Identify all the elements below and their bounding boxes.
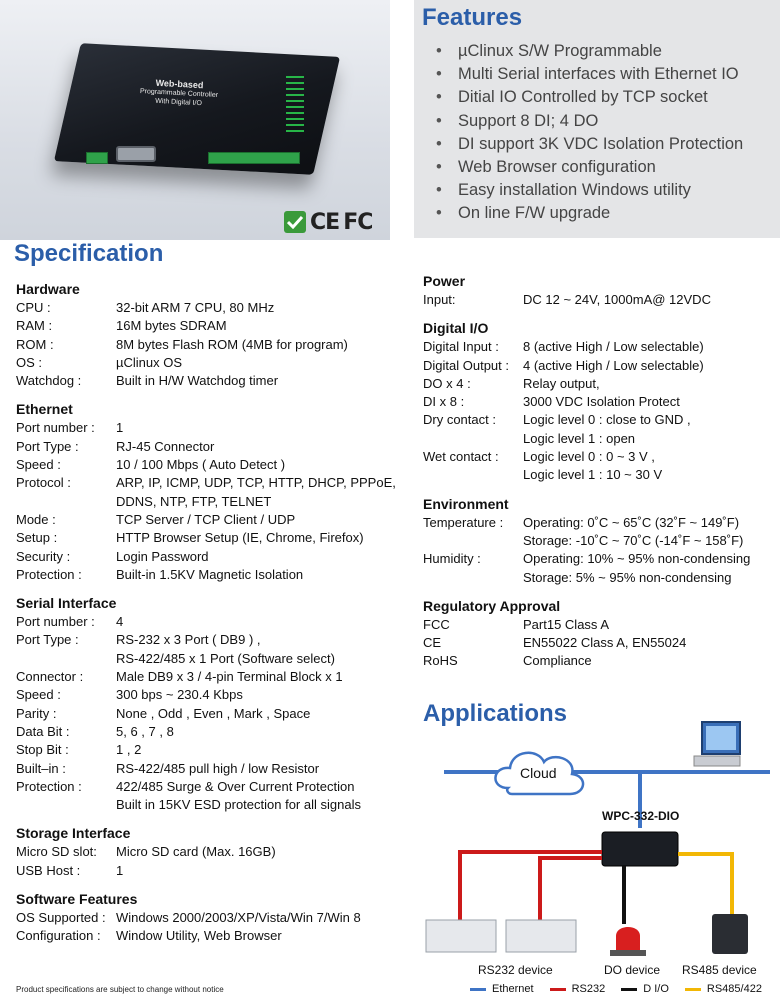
feature-item: • Multi Serial interfaces with Ethernet IO (422, 63, 772, 86)
spec-key (16, 796, 116, 814)
spec-key: Speed : (16, 687, 61, 703)
spec-value: 16M bytes SDRAM (116, 318, 227, 334)
spec-section-heading: Ethernet (16, 401, 73, 418)
spec-key: Digital Input : (423, 339, 499, 355)
spec-key: Speed : (16, 457, 61, 473)
spec-row (423, 532, 775, 550)
spec-section-heading: Software Features (16, 891, 138, 908)
feature-item: • On line F/W upgrade (422, 202, 772, 225)
spec-section-heading: Regulatory Approval (423, 597, 561, 614)
legend-item-rs485 (685, 983, 762, 995)
spec-key: OS Supported : (16, 910, 106, 926)
spec-value: RJ-45 Connector (116, 438, 215, 454)
db9-connector (116, 146, 156, 162)
spec-row (16, 456, 411, 474)
spec-value: Logic level 1 : 10 ~ 30 V (523, 467, 663, 483)
fcc-mark: FC (343, 209, 373, 235)
spec-key: Input: (423, 292, 456, 307)
spec-key: ROM : (16, 336, 54, 352)
spec-key: Dry contact : (423, 412, 496, 428)
spec-key: Temperature : (423, 514, 504, 530)
spec-left-column (16, 280, 411, 946)
spec-key: Protocol : (16, 475, 71, 491)
spec-right-column (423, 272, 775, 671)
spec-row (16, 438, 411, 456)
spec-key: Connector : (16, 669, 84, 685)
spec-value: Part15 Class A (523, 616, 609, 632)
terminal-block (208, 152, 300, 164)
legend-swatch (685, 988, 701, 991)
spec-key (423, 466, 523, 484)
feature-item: • Support 8 DI; 4 DO (422, 110, 772, 133)
spec-key: Parity : (16, 705, 57, 721)
spec-row (423, 550, 775, 568)
spec-key: Digital Output : (423, 357, 509, 373)
feature-item: • Easy installation Windows utility (422, 179, 772, 202)
cloud-icon (495, 753, 583, 794)
features-list (422, 40, 772, 226)
spec-row (16, 566, 411, 584)
spec-value: ARP, IP, ICMP, UDP, TCP, HTTP, DHCP, PPPoE, (116, 475, 396, 491)
spec-row (423, 375, 775, 393)
spec-value: 5, 6 , 7 , 8 (116, 723, 174, 739)
rs232-device-icon (506, 920, 576, 952)
spec-value: Operating: 10% ~ 95% non-condensing (523, 551, 751, 567)
spec-row (16, 529, 411, 547)
spec-value: Built in 15KV ESD protection for all signals (116, 797, 361, 813)
spec-key: Watchdog : (16, 373, 82, 389)
spec-row (16, 705, 411, 723)
spec-value: Built in H/W Watchdog timer (116, 373, 279, 389)
spec-key: Data Bit : (16, 723, 70, 739)
legend-item-dio (621, 983, 669, 995)
endpoint-rs232-label: RS232 device (478, 963, 553, 977)
alarm-light-icon (610, 927, 646, 956)
spec-section-heading: Digital I/O (423, 320, 489, 337)
spec-value: Storage: -10˚C ~ 70˚C (-14˚F ~ 158˚F) (523, 532, 744, 548)
spec-row (16, 723, 411, 741)
spec-value: 300 bps ~ 230.4 Kbps (116, 687, 243, 703)
spec-value: HTTP Browser Setup (IE, Chrome, Firefox) (116, 530, 364, 546)
spec-row (16, 354, 411, 372)
legend-label: RS485/422 (706, 983, 762, 995)
spec-row (16, 796, 411, 814)
spec-row (16, 741, 411, 759)
spec-row (16, 613, 411, 631)
spec-key (423, 430, 523, 448)
ce-mark: CE (310, 209, 340, 235)
legend-label: D I/O (643, 983, 669, 995)
spec-value: 4 (active High / Low selectable) (523, 357, 704, 373)
spec-value: 10 / 100 Mbps ( Auto Detect ) (116, 457, 286, 473)
spec-key: OS : (16, 354, 43, 370)
spec-row (423, 357, 775, 375)
spec-section-heading: Environment (423, 495, 509, 512)
device-label-diagram: WPC-332-DIO (602, 809, 680, 823)
spec-value: Micro SD card (Max. 16GB) (116, 844, 276, 860)
spec-row (423, 634, 775, 652)
spec-value: Window Utility, Web Browser (116, 928, 282, 944)
spec-row (16, 474, 411, 492)
spec-value: Storage: 5% ~ 95% non-condensing (523, 569, 732, 585)
legend-item-rs232 (550, 983, 606, 995)
features-panel (414, 0, 780, 238)
spec-key (16, 650, 116, 668)
spec-row (16, 668, 411, 686)
spec-row (423, 338, 775, 356)
spec-row (423, 291, 775, 309)
device-title: Web-based (155, 77, 204, 91)
spec-row (16, 650, 411, 668)
endpoint-do-label: DO device (604, 963, 661, 977)
spec-section-heading: Storage Interface (16, 825, 131, 842)
spec-key: Security : (16, 548, 71, 564)
spec-row (423, 514, 775, 532)
spec-key (423, 532, 523, 550)
spec-row (423, 569, 775, 587)
spec-key: Wet contact : (423, 449, 499, 465)
spec-row (16, 419, 411, 437)
spec-key: DI x 8 : (423, 394, 465, 410)
endpoint-rs485-label: RS485 device (682, 963, 757, 977)
rs232-line (460, 852, 602, 926)
spec-key: RAM : (16, 318, 53, 334)
spec-row (423, 411, 775, 429)
spec-row (423, 616, 775, 634)
spec-row (423, 448, 775, 466)
spec-key: RoHS (423, 653, 458, 669)
spec-section-heading: Serial Interface (16, 595, 117, 612)
spec-row (16, 843, 411, 861)
spec-key: Setup : (16, 530, 58, 546)
spec-row (16, 317, 411, 335)
spec-value: 1 (116, 862, 124, 878)
spec-value: Operating: 0˚C ~ 65˚C (32˚F ~ 149˚F) (523, 514, 740, 530)
spec-key (16, 493, 116, 511)
computer-icon (694, 722, 740, 766)
spec-section-heading: Power (423, 273, 466, 289)
spec-value: DC 12 ~ 24V, 1000mA@ 12VDC (523, 292, 711, 307)
spec-value: None , Odd , Even , Mark , Space (116, 705, 311, 721)
spec-row (16, 862, 411, 880)
spec-value: 8 (active High / Low selectable) (523, 339, 704, 355)
device-subtitle-2: With Digital I/O (155, 97, 203, 108)
spec-row (16, 511, 411, 529)
specification-title: Specification (14, 240, 164, 267)
footnote: Product specifications are subject to change without notice (16, 985, 224, 994)
spec-key: Micro SD slot: (16, 844, 97, 860)
spec-row (16, 686, 411, 704)
spec-value: Male DB9 x 3 / 4-pin Terminal Block x 1 (116, 669, 343, 685)
spec-key: Configuration : (16, 928, 101, 944)
spec-value: 4 (116, 614, 124, 630)
rs485-line (678, 854, 732, 914)
spec-value: Login Password (116, 548, 209, 564)
spec-key: Port Type : (16, 632, 79, 648)
spec-value: Built-in 1.5KV Magnetic Isolation (116, 566, 304, 582)
legend-label: Ethernet (492, 983, 534, 995)
rs485-device-icon (712, 914, 748, 954)
spec-value: µClinux OS (116, 354, 183, 370)
spec-row (16, 927, 411, 945)
spec-value: Relay output, (523, 375, 600, 391)
spec-key: Humidity : (423, 551, 481, 567)
spec-value: Logic level 1 : open (523, 430, 636, 446)
spec-row (423, 652, 775, 670)
spec-key: Protection : (16, 778, 82, 794)
spec-value: Logic level 0 : 0 ~ 3 V , (523, 449, 655, 465)
feature-item: • DI support 3K VDC Isolation Protection (422, 133, 772, 156)
applications-title: Applications (423, 700, 568, 727)
spec-value: Logic level 0 : close to GND , (523, 412, 691, 428)
applications-legend (470, 983, 762, 995)
legend-item-ethernet (470, 983, 534, 995)
applications-diagram (420, 718, 780, 980)
spec-section-heading: Hardware (16, 281, 80, 297)
spec-value: DDNS, NTP, FTP, TELNET (116, 493, 272, 509)
rohs-icon (284, 211, 306, 233)
spec-row (16, 548, 411, 566)
product-photo (0, 0, 390, 240)
legend-swatch (550, 988, 566, 991)
spec-key: Stop Bit : (16, 742, 69, 758)
spec-value: Compliance (523, 653, 592, 669)
legend-swatch (470, 988, 486, 991)
spec-value: RS-232 x 3 Port ( DB9 ) , (116, 632, 261, 648)
spec-value: TCP Server / TCP Client / UDP (116, 511, 296, 527)
cloud-label: Cloud (520, 765, 557, 781)
spec-row (16, 909, 411, 927)
device-subtitle: Programmable Controller (139, 87, 219, 100)
spec-key: Protection : (16, 566, 82, 582)
rs232-line (540, 858, 602, 926)
device-leds (286, 76, 304, 136)
spec-value: 1 , 2 (116, 742, 142, 758)
spec-value: RS-422/485 x 1 Port (Software select) (116, 650, 335, 666)
spec-row (16, 631, 411, 649)
terminal-block (86, 152, 108, 164)
spec-key: DO x 4 : (423, 375, 471, 391)
certifications (284, 209, 372, 235)
spec-value: 3000 VDC Isolation Protect (523, 394, 680, 410)
spec-value: 1 (116, 420, 124, 436)
spec-key: Built–in : (16, 760, 66, 776)
spec-row (423, 430, 775, 448)
spec-row (423, 466, 775, 484)
spec-key: FCC (423, 616, 450, 632)
spec-row (16, 336, 411, 354)
spec-value: 8M bytes Flash ROM (4MB for program) (116, 336, 348, 352)
spec-value: EN55022 Class A, EN55024 (523, 635, 687, 651)
spec-value: 32-bit ARM 7 CPU, 80 MHz (116, 300, 275, 315)
spec-row (423, 393, 775, 411)
feature-item: • Ditial IO Controlled by TCP socket (422, 86, 772, 109)
spec-key (423, 569, 523, 587)
spec-row (16, 778, 411, 796)
device-label (123, 77, 234, 110)
features-title: Features (422, 4, 523, 31)
spec-row (16, 372, 411, 390)
spec-key: Mode : (16, 511, 56, 527)
spec-row (16, 299, 411, 317)
spec-key: USB Host : (16, 862, 81, 878)
spec-value: RS-422/485 pull high / low Resistor (116, 760, 320, 776)
legend-label: RS232 (571, 983, 606, 995)
spec-key: CE (423, 635, 442, 651)
legend-swatch (621, 988, 637, 991)
spec-key: Port number : (16, 614, 95, 630)
spec-row (16, 760, 411, 778)
spec-key: Port number : (16, 420, 95, 436)
wpc-device-icon (602, 832, 678, 866)
feature-item: • Web Browser configuration (422, 156, 772, 179)
rs232-device-icon (426, 920, 496, 952)
spec-row (16, 493, 411, 511)
spec-value: Windows 2000/2003/XP/Vista/Win 7/Win 8 (116, 910, 361, 926)
spec-key: Port Type : (16, 438, 79, 454)
feature-item: • µClinux S/W Programmable (422, 40, 772, 63)
spec-value: 422/485 Surge & Over Current Protection (116, 778, 355, 794)
spec-key: CPU : (16, 300, 51, 315)
